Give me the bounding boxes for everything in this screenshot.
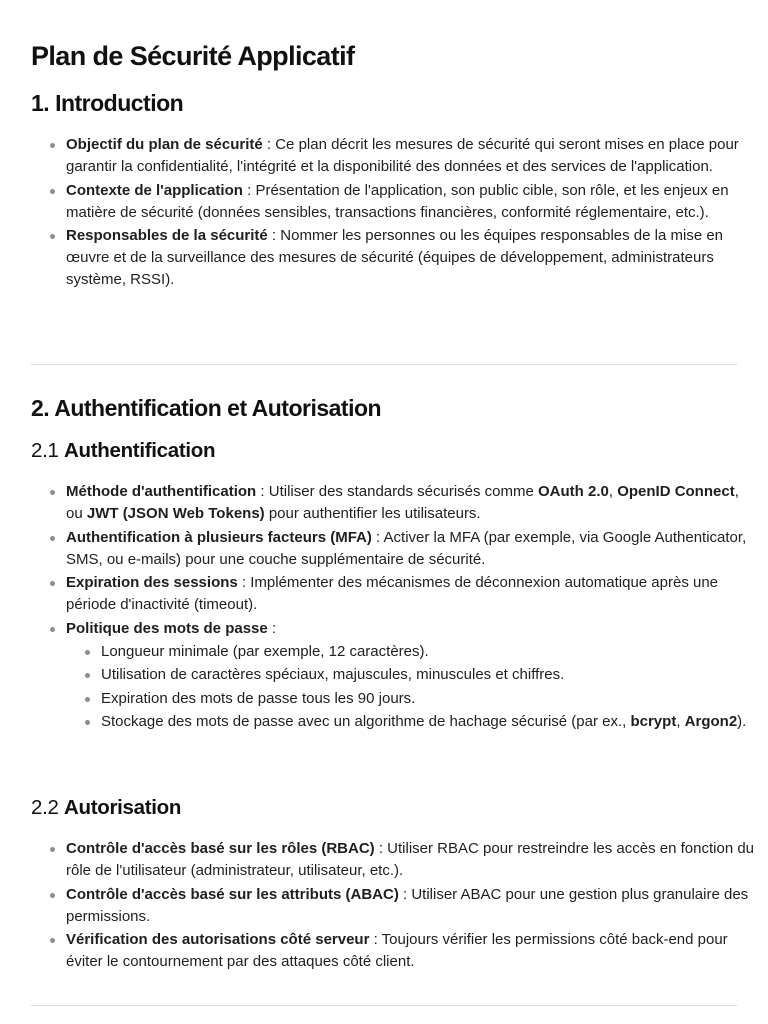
list-item [66,884,756,928]
item-text: , ou [66,483,739,522]
item-text: : Utiliser ABAC pour une gestion plus granulaire des permissions. [66,885,749,925]
item-label: Contrôle d'accès basé sur les attributs (ABAC) [66,885,399,903]
item-label: Responsables de la sécurité [66,227,268,244]
introduction-list [31,134,756,293]
item-label: Authentification à plusieurs facteurs (MFA) [66,528,372,546]
item-keyword: OpenID Connect [617,483,735,500]
item-text: : Implémenter des mécanismes de déconnexion automatique après une période d'inactivité (timeout). [66,574,719,613]
item-text: : Activer la MFA (par exemple, via Google Authenticator, SMS, ou e-mails) pour une couche supplémentaire de sécurité. [66,528,747,568]
list-item [66,572,756,616]
subsection-heading-authentification [31,439,215,463]
list-item [66,618,756,734]
item-text: , [676,713,685,730]
item-label: Contexte de l'application [66,181,243,199]
sublist-item: Utilisation de caractères spéciaux, majuscules, minuscules et chiffres. [101,664,756,686]
list-item [66,929,756,973]
item-label: Vérification des autorisations côté serveur [66,931,370,948]
subsection-title: Autorisation [64,796,182,819]
sublist-item: Expiration des mots de passe tous les 90 jours. [101,688,756,710]
section-divider [31,364,737,365]
sublist-item: Longueur minimale (par exemple, 12 caractères). [101,641,756,663]
document-title: Plan de Sécurité Applicatif [31,41,355,71]
item-text: Stockage des mots de passe avec un algorithme de hachage sécurisé (par ex., [101,713,631,730]
item-keyword: Argon2 [684,713,738,730]
list-item [66,225,756,291]
item-text: : Toujours vérifier les permissions côté back-end pour éviter le contournement par des attaques côté client. [66,931,728,970]
list-item [66,838,756,882]
item-text: : Utiliser des standards sécurisés comme [256,483,538,500]
list-item [66,134,756,178]
item-text: : Nommer les personnes ou les équipes responsables de la mise en œuvre et de la surveillance des mesures de sécurité (équipes de développement, administrateurs système, RSSI). [66,227,724,288]
item-keyword: bcrypt [630,713,677,730]
list-item [66,527,756,571]
item-text: : Ce plan décrit les mesures de sécurité qui seront mises en place pour garantir la confidentialité, l'intégrité et la disponibilité des données et des services de l'application. [66,136,739,175]
subsection-number: 2.2 [31,796,64,819]
item-text: , [608,483,618,500]
item-label: Expiration des sessions [66,574,238,591]
item-label: Politique des mots de passe [66,619,268,637]
subsection-title: Authentification [64,439,216,462]
section-heading-introduction: 1. Introduction [31,90,184,116]
subsection-number: 2.1 [31,439,64,462]
autorisation-list [31,838,756,975]
password-policy-sublist [66,641,756,734]
item-text: : Présentation de l'application, son public cible, son rôle, et les enjeux en matière de sécurité (données sensibles, transactions financières, conformité réglementaire, etc.). [66,181,729,221]
section-divider [31,1005,737,1006]
list-item [66,180,756,224]
item-text: pour authentifier les utilisateurs. [264,505,481,522]
list-item [66,481,756,525]
item-label: Méthode d'authentification [66,483,257,500]
item-label: Contrôle d'accès basé sur les rôles (RBAC) [66,840,375,857]
section-heading-authentification-autorisation: 2. Authentification et Autorisation [31,395,382,421]
item-text: : Utiliser RBAC pour restreindre les accès en fonction du rôle de l'utilisateur (administrateur, utilisateur, etc.). [66,840,755,879]
item-keyword: OAuth 2.0 [538,483,609,500]
item-text: ). [737,713,747,730]
sublist-item [101,711,756,733]
item-text: : [267,619,277,637]
item-label: Objectif du plan de sécurité [66,136,263,153]
authentification-list [31,481,756,735]
subsection-heading-autorisation [31,796,181,820]
item-keyword: JWT (JSON Web Tokens) [86,505,265,522]
